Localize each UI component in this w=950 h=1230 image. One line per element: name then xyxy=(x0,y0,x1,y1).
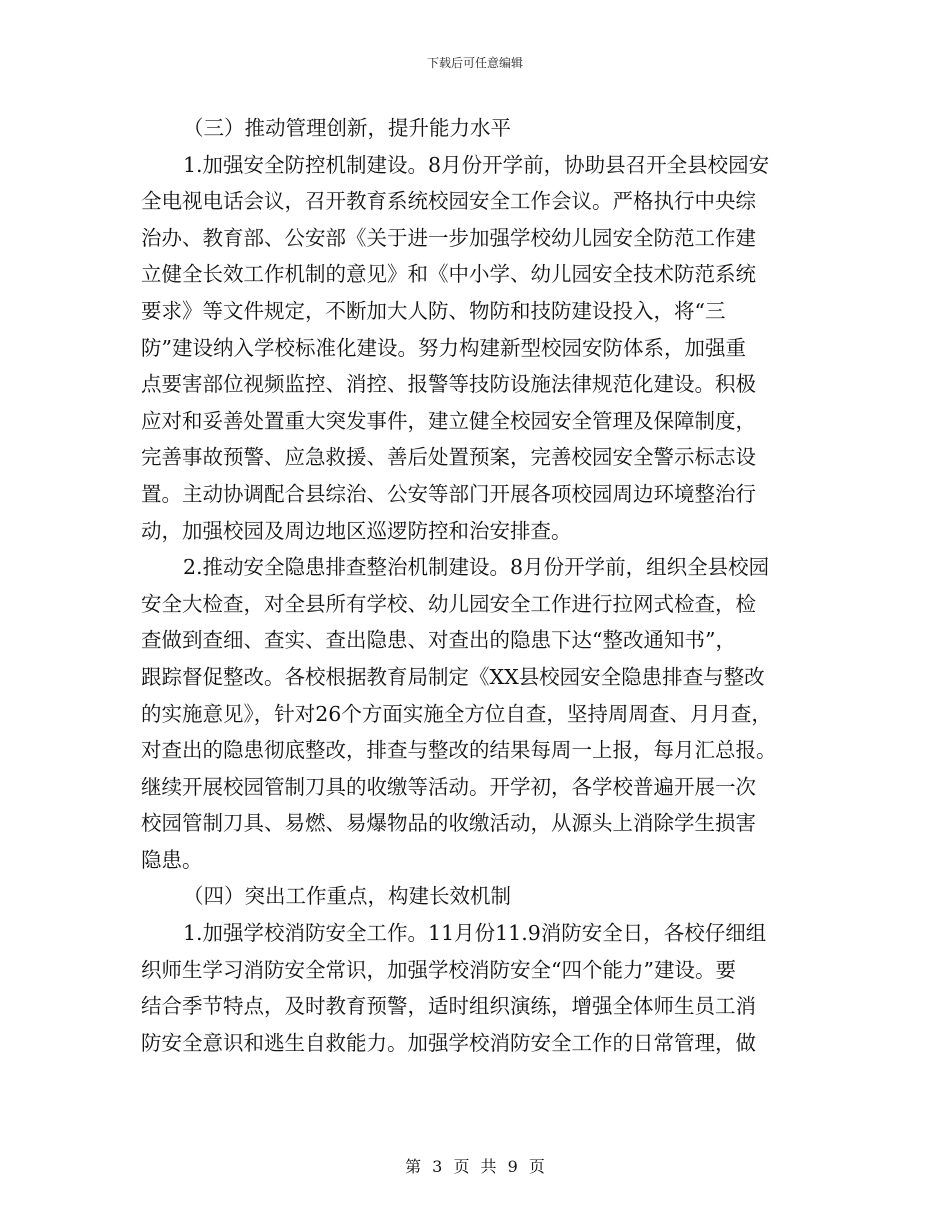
text-line: 结合季节特点，及时教育预警，适时组织演练，增强全体师生员工消 xyxy=(141,994,756,1019)
text-line: 立健全长效工作机制的意见》和《中小学、幼儿园安全技术防范系统 xyxy=(141,262,756,287)
text-line: 隐患。 xyxy=(141,847,203,872)
text-line: 继续开展校园管制刀具的收缴等活动。开学初，各学校普遍开展一次 xyxy=(141,774,756,799)
text-line: 全电视电话会议，召开教育系统校园安全工作会议。严格执行中央综 xyxy=(141,189,756,214)
text-line: 1.加强安全防控机制建设。8月份开学前，协助县召开全县校园安 xyxy=(183,152,770,177)
text-line: 置。主动协调配合县综治、公安等部门开展各项校园周边环境整治行 xyxy=(141,481,756,506)
text-line: 2.推动安全隐患排查整治机制建设。8月份开学前，组织全县校园 xyxy=(183,555,770,580)
text-line: 完善事故预警、应急救援、善后处置预案，完善校园安全警示标志设 xyxy=(141,445,756,470)
text-line: 查做到查细、查实、查出隐患、对查出的隐患下达“整改通知书”， xyxy=(141,628,736,653)
text-line: 对查出的隐患彻底整改，排查与整改的结果每周一上报，每月汇总报。 xyxy=(141,738,777,763)
page-number-footer xyxy=(0,1154,950,1177)
text-line: 防”建设纳入学校标准化建设。努力构建新型校园安防体系，加强重 xyxy=(141,335,746,360)
text-line: 1.加强学校消防安全工作。11月份11.9消防安全日，各校仔细组 xyxy=(183,921,767,946)
text-line: 动，加强校园及周边地区巡逻防控和治安排查。 xyxy=(141,518,572,543)
text-line: 点要害部位视频监控、消控、报警等技防设施法律规范化建设。积极 xyxy=(141,372,756,397)
text-line: （三）推动管理创新，提升能力水平 xyxy=(183,116,511,140)
text-line: 跟踪督促整改。各校根据教育局制定《XX县校园安全隐患排查与整改 xyxy=(141,664,765,689)
text-line: 安全大检查，对全县所有学校、幼儿园安全工作进行拉网式检查，检 xyxy=(141,591,756,616)
page-number-label: 第 3 页 共 9 页 xyxy=(405,1157,545,1176)
text-line: 防安全意识和逃生自救能力。加强学校消防安全工作的日常管理，做 xyxy=(141,1030,756,1055)
text-line: 校园管制刀具、易燃、易爆物品的收缴活动，从源头上消除学生损害 xyxy=(141,811,756,836)
text-line: 应对和妥善处置重大突发事件，建立健全校园安全管理及保障制度， xyxy=(141,408,756,433)
header-note: 下载后可任意编辑 xyxy=(426,56,523,70)
text-line: 的实施意见》，针对26个方面实施全方位自查，坚持周周查、月月查， xyxy=(141,701,772,726)
document-body xyxy=(141,110,821,1061)
text-line: 织师生学习消防安全常识，加强学校消防安全“四个能力”建设。要 xyxy=(141,957,736,982)
text-line: 要求》等文件规定，不断加大人防、物防和技防建设投入，将“三 xyxy=(141,298,726,323)
text-line: （四）突出工作重点，构建长效机制 xyxy=(183,884,511,909)
text-line: 治办、教育部、公安部《关于进一步加强学校幼儿园安全防范工作建 xyxy=(141,225,756,250)
